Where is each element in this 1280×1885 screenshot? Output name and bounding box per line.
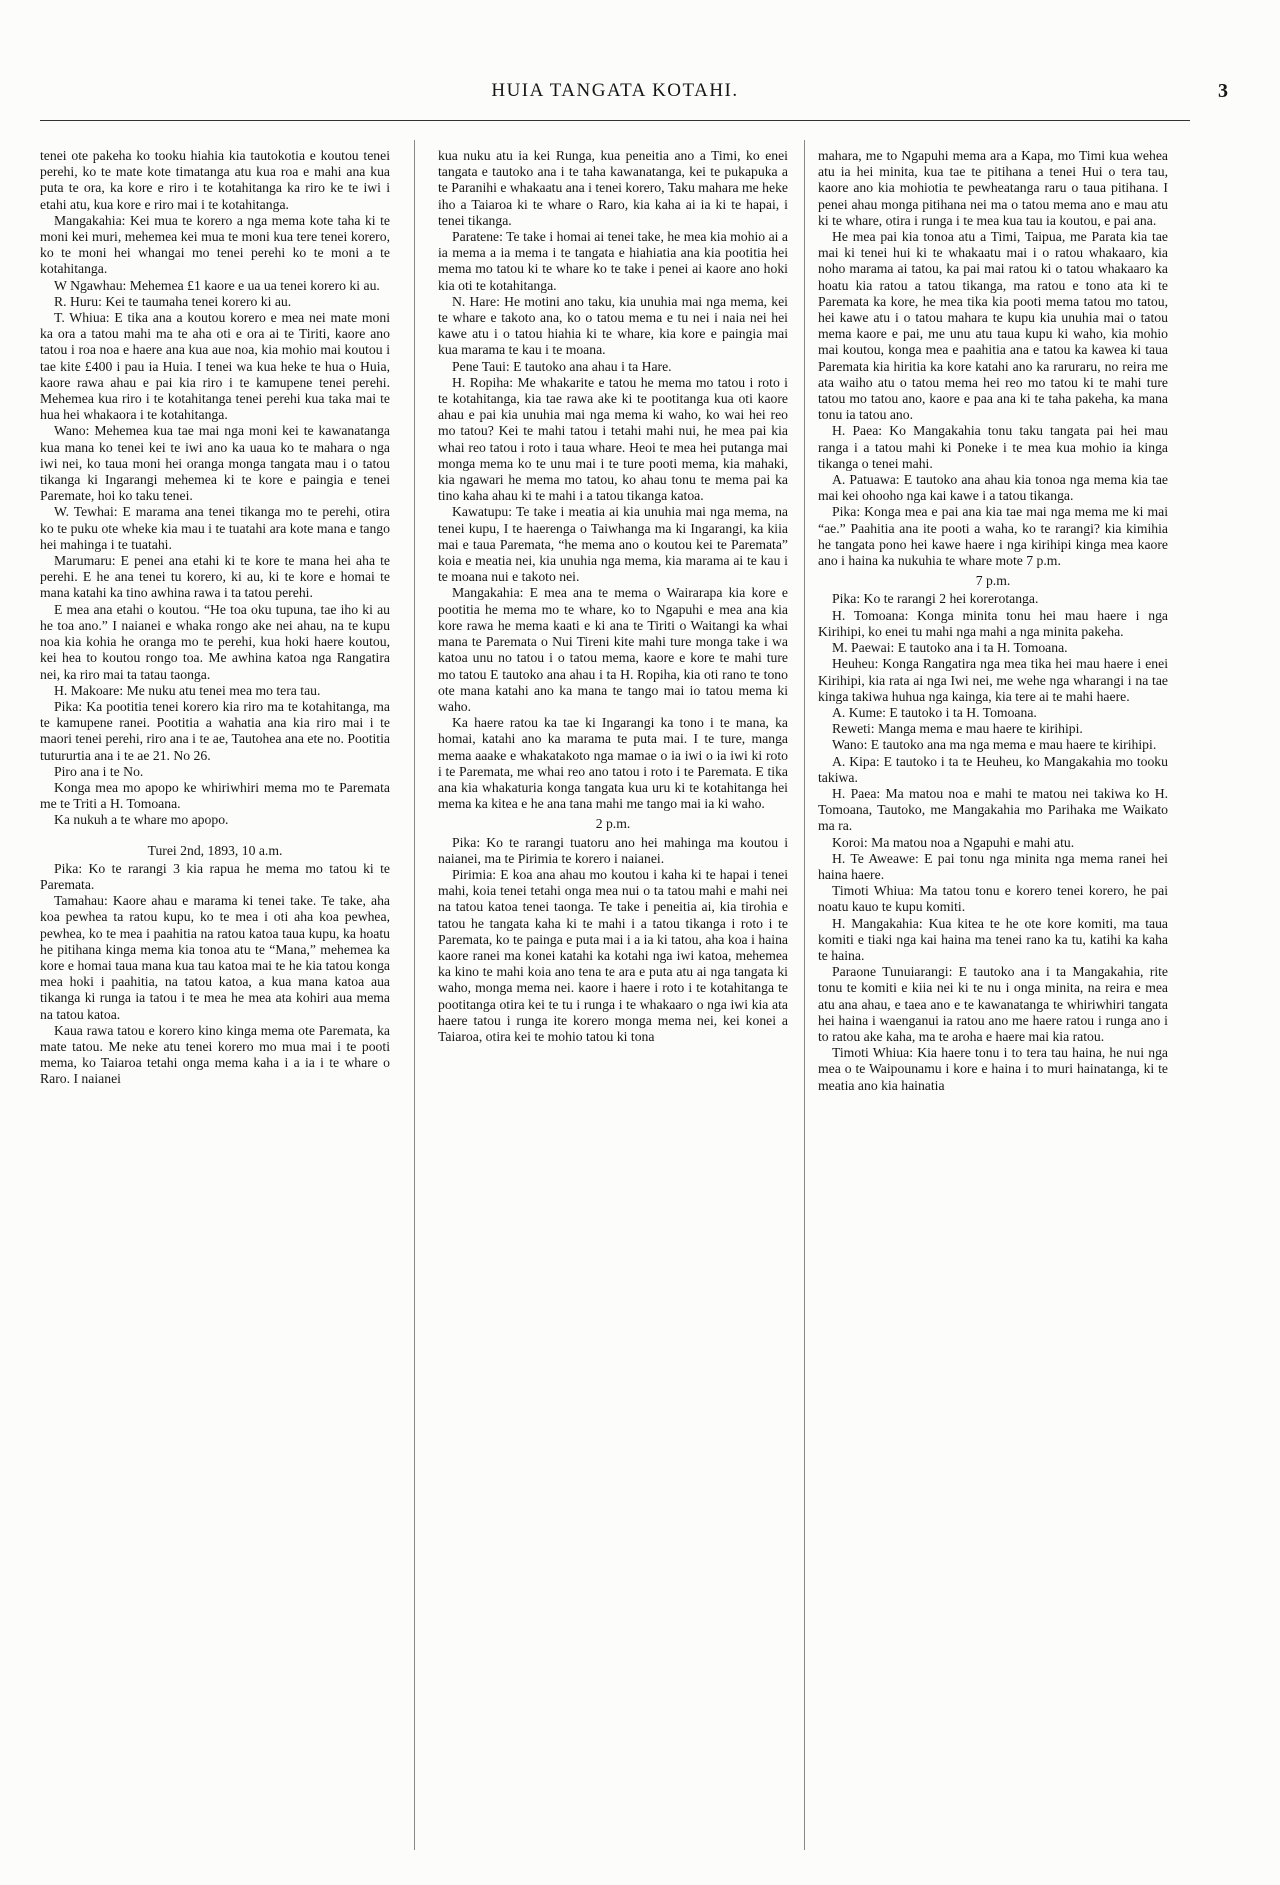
paragraph: Pika: Ka pootitia tenei korero kia riro ma te kotahitanga, ma te kamupene ranei. Pootitia a wahatia ana kia riro mai i te maori tenei perehi, riro ana i te ae, Tautohea ana ete no. Pootitia tutururtia ana i te ae 21. No 26.: [40, 698, 390, 763]
paragraph: Konga mea mo apopo ke whiriwhiri mema mo te Paremata me te Triti a H. Tomoana.: [40, 779, 390, 812]
paragraph: Reweti: Manga mema e mau haere te kirihipi.: [832, 721, 1083, 737]
paragraph: Mangakahia: Kei mua te korero a nga mema kote taha ki te moni kei muri, mehemea kei mua te moni kua tere tenei korero, ko te moni hei whangai mo tenei perehi ko te moni a te kotahitanga.: [40, 212, 390, 277]
session-time-heading: 2 p.m.: [595, 816, 631, 832]
column-divider: [414, 140, 415, 1850]
session-time-heading: 7 p.m.: [975, 573, 1011, 589]
paragraph: mahara, me to Ngapuhi mema ara a Kapa, mo Timi kua wehea atu ia hei minita, kua tae te pitihana a tenei Hui o tera tau, kaore ano kia mohiotia te pewheatanga raru o taua pitihana. I penei ahau monga pitihana nei ma o tatou mema ano e mau atu ki te whare, otira i runga i te mea kua tau ia koutou, e pai ana.: [818, 148, 1168, 228]
paragraph: M. Paewai: E tautoko ana i ta H. Tomoana.: [832, 640, 1068, 656]
paragraph: E mea ana etahi o koutou. “He toa oku tupuna, tae iho ki au he toa ano.” I naianei e whaka rongo ake nei ahau, na te kupu noa kia kohia he oranga mo te perehi, kua hoki haere koutou, kei hea to koutou rongo toa. Me awhina katoa nga Rangatira nei, ka riro mai ta tatau taonga.: [40, 601, 390, 682]
text-column-1: [40, 148, 390, 1848]
paragraph: N. Hare: He motini ano taku, kia unuhia mai nga mema, kei te whare e takoto ana, ko o tatou mema e tu nei i naia nei hei kawe atu i o tatou hiahia ki te whare, kia kore e paingia mai kua marama te kau i te moana.: [438, 293, 788, 358]
paragraph: Heuheu: Konga Rangatira nga mea tika hei mau haere i enei Kirihipi, kia rata ai nga Iwi nei, me wehe nga wharangi i na tae kinga takiwa huhua nga kainga, kia tere ai te mahi haere.: [818, 656, 1168, 704]
paragraph: Kaua rawa tatou e korero kino kinga mema ote Paremata, ka mate tatou. Me neke atu tenei korero mo mua mai i te pooti mema, ko Taiaroa tetahi onga mema kaha i a ia i te whare o Raro. I naianei: [40, 1022, 390, 1087]
text-column-3: [818, 148, 1168, 1848]
paragraph: Mangakahia: E mea ana te mema o Wairarapa kia kore e pootitia he mema mo te whare, ko to Ngapuhi e mea ana kia kore rawa he mema kaati e ki ana te Tiriti o Waitangi ka whai mana te Paremata o Nui Tireni kite mahi ture monga take i wa katoa unu no tatou i o tatou mema, kaore e kore te mahi ture mo tatou E tautoko ana ahau i ta H. Ropiha, kia oti rano te tono ote mana katahi ano ka mana te tango mai io tatou mema ki waho.: [438, 585, 788, 714]
paragraph: tenei ote pakeha ko tooku hiahia kia tautokotia e koutou tenei perehi, ko te mate kote timatanga atu kua roa e mahi ana kua puta te ora, ka kore e riro i te kotahitanga ka riro ke te iwi i etahi atu, kua kore e riro mai i te kotahitanga.: [40, 148, 390, 212]
paragraph: H. Paea: Ma matou noa e mahi te matou nei takiwa ko H. Tomoana, Tautoko, me Mangakahia mo Parihaka me Waikato ma ra.: [818, 785, 1168, 834]
paragraph: He mea pai kia tonoa atu a Timi, Taipua, me Parata kia tae mai ki tenei hui ki te whakaatu mai i o ratou whakaaro, kia noho marama ai tatou, ka pai mai ratou ki o tatou whakaaro ka hoatu kia ratou a tatou tikanga, ma ratou e tono ata ki te Paremata ka kore, he mea tika kia pooti mema tatou mo tatou, hei kawe atu i o tatou mahara te kupu kia unuhia mai o tatou mema kaore e pai, me unu atu taua kupu ki waho, kia mohio mai koutou, konga mea e paahitia ana e tatou ka kawea ki taua Paremata kia hiritia ka kore katahi ano ka raruraru, no reira me ata waiho atu o tatou mema hei reo mo tatou ki te mahi ture tatou mo tatou ano, kaore e paa ana ki te taha pakeha, ka mana tonu ia tatou ano.: [818, 229, 1168, 423]
paragraph: W Ngawhau: Mehemea £1 kaore e ua ua tenei korero ki au.: [54, 277, 380, 293]
paragraph: H. Te Aweawe: E pai tonu nga minita nga mema ranei hei haina haere.: [818, 850, 1168, 882]
paragraph: A. Kipa: E tautoko i ta te Heuheu, ko Mangakahia mo tooku takiwa.: [818, 753, 1168, 785]
paragraph: Timoti Whiua: Ma tatou tonu e korero tenei korero, he pai noatu kauo te kupu komiti.: [818, 883, 1168, 915]
paragraph: Piro ana i te No.: [54, 763, 144, 779]
paragraph: Pika: Ko te rarangi 2 hei korerotanga.: [832, 591, 1039, 607]
page-header: [40, 80, 1240, 110]
paragraph: Kawatupu: Te take i meatia ai kia unuhia mai nga mema, na tenei kupu, I te haerenga o Taiwhanga ma ki Ingarangi, ka kiia mai e taua Paremata, “he mema ano o koutou kei te Paremata” koia e meatia nei, kia unuhia nga mema, kia marama ai te kau i te moana nui e takoto nei.: [438, 504, 788, 585]
paragraph: H. Paea: Ko Mangakahia tonu taku tangata pai hei mau ranga i a tatou mahi ki Poneke i te mea kua mohio ia kinga tikanga o tenei mahi.: [818, 423, 1168, 471]
paragraph: Paratene: Te take i homai ai tenei take, he mea kia mohio ai a ia mema a ia mema i te tangata e hiahiatia ana kia pootitia hei mema mo tatou ki te whare ko te take i penei ai kaore ano hoki kia oti te kotahitanga.: [438, 229, 788, 293]
text-column-2: [438, 148, 788, 1848]
paragraph: Paraone Tunuiarangi: E tautoko ana i ta Mangakahia, rite tonu te komiti e kiia nei ki te nu i onga minita, na reira e mea atu ana ahau, e taea ano e te kawanatanga te whiriwhiri tangata hei haina i waenganui ia ratou ano me haere ratou i runga ano i to ratou ake kaha, ma te aroha e haere mai kia ratou.: [818, 964, 1168, 1044]
paragraph: Pika: Konga mea e pai ana kia tae mai nga mema me ki mai “ae.” Paahitia ana ite pooti a waha, ko te rarangi? kia kimihia he tangata pono hei kawe haere i nga kirihipi kinga mea kaore ano i haina ka nukuhia te whare mote 7 p.m.: [818, 504, 1168, 569]
paragraph: Pirimia: E koa ana ahau mo koutou i kaha ki te hapai i tenei mahi, koia tenei tetahi onga mea nui o ta tatou mahi e mahi nei na tatou katoa tenei taonga. Te take i peneitia ai, kia tirohia e tatou he tangata kaha ki te mahi i a tatou tikanga i roto i te Paremata, ko te painga e puta mai i a ia ki tatou, aha koa i haina kaore ranei ma konei katahi ka kotahi nga iwi katoa, mehemea ka kino te mahi koia ano tena te ara e puta atu ai nga tangata ki waho, monga mema nei. kaore i haere i roto i te kotahitanga te pootitanga otira kei te tu i runga i te whakaaro o nga iwi kia ata haere tatou i runga ite korero monga mema nei, kei konei a Taiaroa, otira kei te mohio tatou ki tona: [438, 866, 788, 1044]
page-number: 3: [1218, 80, 1228, 102]
paragraph: A. Patuawa: E tautoko ana ahau kia tonoa nga mema kia tae mai kei ohooho nga kai kawe i a tatou tikanga.: [818, 472, 1168, 504]
paragraph: Tamahau: Kaore ahau e marama ki tenei take. Te take, aha koa pewhea ta ratou kupu, ko te mea i oti aha koa pewhea, pewhea, ko te mea i paahitia na ratou katoa taua kupu, ka hoatu he pitihana kinga mema kia tonoa atu te “Mana,” mehemea ka kore e homai taua mana kua tau katoa mai te he kia tatou konga mea hoki i paahitia, na tatou katoa, a kua mana katoa aua tikanga ki runga ia tatou i te mea he mea ata kohiri aua mema na tatou katoa.: [40, 893, 390, 1022]
column-divider: [804, 140, 805, 1850]
paragraph: Koroi: Ma matou noa a Ngapuhi e mahi atu.: [832, 834, 1075, 850]
paragraph: Ka haere ratou ka tae ki Ingarangi ka tono i te mana, ka homai, katahi ano ka marama te puta mai. I te ture, manga mema aaake e whakatakoto nga mamae o ia iwi o ia iwi ki roto i te Paremata, me whai reo ano tatou i roto i te Paremata. E tika ana kia whakaturia konga tangata kua uru ki te kotahitanga hei mema ka kitea e he ana tana mahi me tango mai ia ki waho.: [438, 715, 788, 812]
header-rule: [40, 120, 1190, 121]
paragraph: Pika: Ko te rarangi 3 kia rapua he mema mo tatou ki te Paremata.: [40, 860, 390, 892]
paragraph: W. Tewhai: E marama ana tenei tikanga mo te perehi, otira ko te puku ote wheke kia mau i te tuatahi ara kote mana e tango hei mahinga i te tuatahi.: [40, 504, 390, 552]
paragraph: H. Makoare: Me nuku atu tenei mea mo tera tau.: [54, 682, 321, 698]
paragraph: Ka nukuh a te whare mo apopo.: [54, 812, 229, 828]
paragraph: Wano: Mehemea kua tae mai nga moni kei te kawanatanga kua mana ko tenei kei te iwi ano ka uaua ko te mahara o nga iwi nei, ko taua moni hei oranga monga tangata mau i o tatou tikanga ki Ingarangi mehemea ki te kore e paingia e tenei Paremate, hoi ko taku tenei.: [40, 423, 390, 504]
session-date-heading: Turei 2nd, 1893, 10 a.m.: [147, 842, 283, 858]
paragraph: R. Huru: Kei te taumaha tenei korero ki au.: [54, 293, 292, 309]
paragraph: Wano: E tautoko ana ma nga mema e mau haere te kirihipi.: [832, 737, 1157, 753]
paragraph: H. Mangakahia: Kua kitea te he ote kore komiti, ma taua komiti e tiaki nga kai haina ma tenei rano ka tu, katihi ka kaha te haina.: [818, 915, 1168, 963]
paragraph: Marumaru: E penei ana etahi ki te kore te mana hei aha te perehi. E he ana tenei tu korero, ki au, ki te kore e homai te mana katahi ka tino awhina rawa i ta tatou perehi.: [40, 553, 390, 601]
paragraph: A. Kume: E tautoko i ta H. Tomoana.: [832, 704, 1037, 720]
paragraph: Pene Taui: E tautoko ana ahau i ta Hare.: [452, 358, 672, 374]
paragraph: H. Tomoana: Konga minita tonu hei mau haere i nga Kirihipi, ko enei tu mahi nga mahi a nga minita pakeha.: [818, 607, 1168, 639]
paragraph: Timoti Whiua: Kia haere tonu i to tera tau haina, he nui nga mea o te Waipounamu i kore e haina i to muri hainatanga, ki te meatia ano kia hainatia: [818, 1045, 1168, 1093]
paragraph: kua nuku atu ia kei Runga, kua peneitia ano a Timi, ko enei tangata e tautoko ana i te taha kawanatanga, kei te pukapuka a te Paranihi e whakaatu ana i tenei korero, Taku mahara me heke iho a Taiaroa ki te whare o Raro, kia kaha ai ia ki te hapai, i tenei tikanga.: [438, 148, 788, 228]
paragraph: T. Whiua: E tika ana a koutou korero e mea nei mate moni ka ora a tatou mahi ma te aha oti e ora ai te Tiriti, kaore ano tatou i roa noa e haere ana kua aue noa, kia mohio mai koutou i tae kite £400 i pau ia Huia. I tenei wa kua heke te hua o Huia, kaore rawa ahau e pai kia riro i te kamupene tenei perehi. Mehemea kua riro i te kotahitanga tenei perehi kua taka mai te hua hei whakaora i te kotahitanga.: [40, 310, 390, 423]
running-title: HUIA TANGATA KOTAHI.: [491, 80, 739, 101]
paragraph: Pika: Ko te rarangi tuatoru ano hei mahinga ma koutou i naianei, ma te Pirimia te korero i naianei.: [438, 834, 788, 866]
paragraph: H. Ropiha: Me whakarite e tatou he mema mo tatou i roto i te kotahitanga, kia tae rawa ake ki te pootitanga kua oti kaore ahau e pai kia unuhia mai nga mema ki waho, ko wai hei reo mo tatou? Kei te mahi tatou i tetahi mahi nui, he mea pai kia whai reo tatou i roto i taua whare. Heoi te mea hei putanga mai monga mema ko te unu mai i te ture pooti mema, kia mahaki, kia ngawari he mema mo tatou, ko ahau tonu te mema pai ka tino kaha ahau ki te mahi i a tatou tikanga katoa.: [438, 374, 788, 504]
